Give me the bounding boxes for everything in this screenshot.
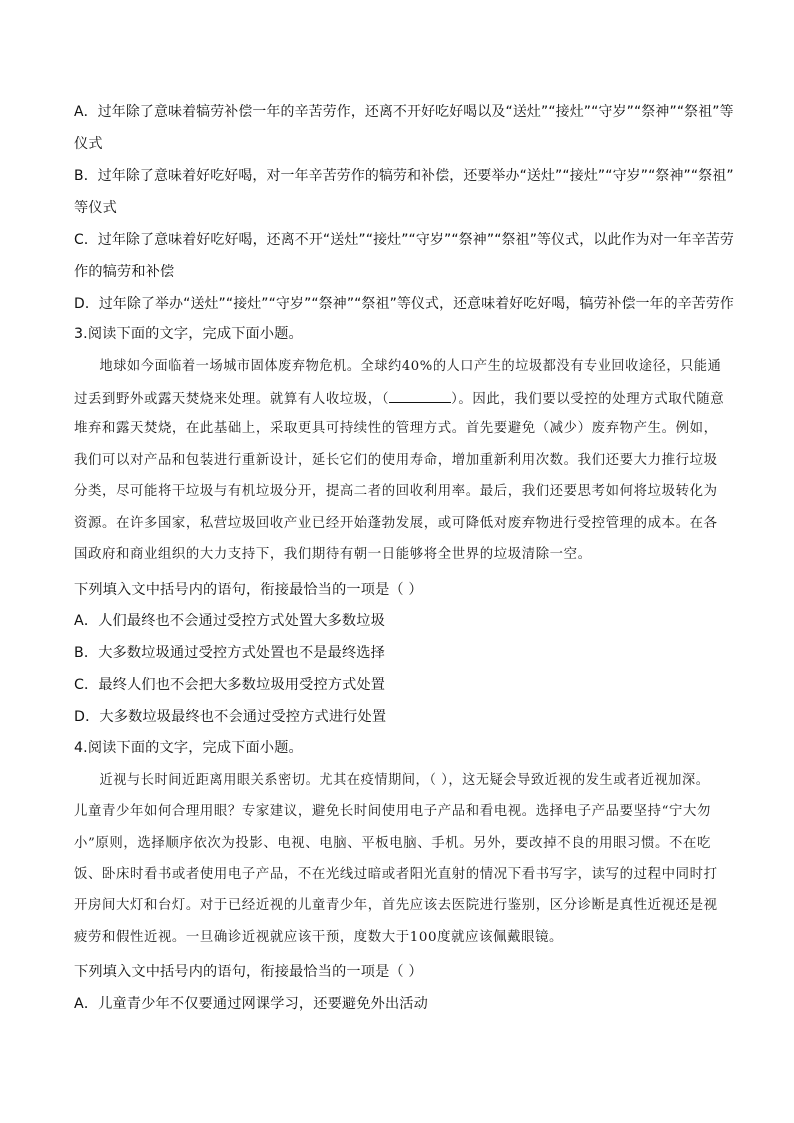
q4-passage-line: 开房间大灯和台灯。对于已经近视的儿童青少年，首先应该去医院进行鉴别，区分诊断是真性近视还是视	[74, 898, 718, 913]
q3-passage-text: ）。因此，我们要以受控的处理方式取代随意	[451, 392, 725, 407]
q3-passage-line: 堆弃和露天焚烧，在此基础上，采取更具可持续性的管理方式。首先要避免（减少）废弃物产生。例如，	[74, 421, 718, 436]
q2-option-c-line1: C．过年除了意味着好吃好喝，还离不开“送灶”“接灶”“守岁”“祭神”“祭祖”等仪式，以此作为对一年辛苦劳	[74, 232, 734, 248]
q3-passage-line: 国政府和商业组织的大力支持下，我们期待有朝一日能够将全世界的垃圾清除一空。	[74, 547, 592, 562]
q4-heading: 4.阅读下面的文字，完成下面小题。	[74, 740, 303, 756]
q3-question: 下列填入文中括号内的语句，衔接最恰当的一项是（ ）	[74, 582, 423, 598]
q3-passage-line: 我们可以对产品和包装进行重新设计，延长它们的使用寿命，增加重新利用次数。我们还要大力推行垃圾	[74, 453, 718, 468]
q4-passage-line: 近视与长时间近距离用眼关系密切。尤其在疫情期间，（ ），这无疑会导致近视的发生或者近视加深。	[99, 773, 710, 788]
fill-in-blank	[389, 388, 451, 403]
q3-option-d: D．大多数垃圾最终也不会通过受控方式进行处置	[74, 709, 387, 725]
q4-passage-line: 儿童青少年如何合理用眼？专家建议，避免长时间使用电子产品和看电视。选择电子产品要坚持“宁大勿	[74, 804, 712, 819]
q3-option-a: A．人们最终也不会通过受控方式处置大多数垃圾	[74, 613, 385, 629]
q4-passage-line: 小”原则，选择顺序依次为投影、电视、电脑、平板电脑、手机。另外，要改掉不良的用眼习惯。不在吃	[74, 836, 712, 851]
q4-passage-line: 饭、卧床时看书或者使用电子产品，不在光线过暗或者阳光直射的情况下看书写字，读写的过程中同时打	[74, 867, 718, 882]
q3-passage-text: 过丢到野外或露天焚烧来处理。就算有人收垃圾，（	[74, 392, 390, 407]
q2-option-a-line1: A．过年除了意味着犒劳补偿一年的辛苦劳作，还离不开好吃好喝以及“送灶”“接灶”“守岁”“祭神”“祭祖”等	[74, 104, 734, 120]
q2-option-a-line2: 仪式	[74, 136, 103, 152]
q3-passage-line: 地球如今面临着一场城市固体废弃物危机。全球约40%的人口产生的垃圾都没有专业回收途径，只能通	[99, 359, 722, 374]
q3-option-b: B．大多数垃圾通过受控方式处置也不是最终选择	[74, 645, 385, 661]
q2-option-d-line1: D．过年除了举办“送灶”“接灶”“守岁”“祭神”“祭祖”等仪式，还意味着好吃好喝，犒劳补偿一年的辛苦劳作	[74, 296, 734, 312]
q2-option-c-line2: 作的犒劳和补偿	[74, 264, 175, 280]
q3-passage-line: 资源。在许多国家，私营垃圾回收产业已经开始蓬勃发展，或可降低对废弃物进行受控管理的成本。在各	[74, 516, 718, 531]
q2-option-b-line2: 等仪式	[74, 200, 118, 216]
q4-passage-line: 疲劳和假性近视。一旦确诊近视就应该干预，度数大于100度就应该佩戴眼镜。	[74, 930, 564, 945]
q4-question: 下列填入文中括号内的语句，衔接最恰当的一项是（ ）	[74, 964, 423, 980]
q3-passage-line: 分类，尽可能将干垃圾与有机垃圾分开，提高二者的回收利用率。最后，我们还要思考如何将垃圾转化为	[74, 484, 718, 499]
q3-option-c: C．最终人们也不会把大多数垃圾用受控方式处置	[74, 677, 386, 693]
q3-passage-line-with-blank	[74, 388, 725, 410]
q3-heading: 3.阅读下面的文字，完成下面小题。	[74, 326, 303, 342]
q2-option-b-line1: B．过年除了意味着好吃好喝，对一年辛苦劳作的犒劳和补偿，还要举办“送灶”“接灶”“守岁”“祭神”“祭祖”	[74, 168, 734, 184]
q4-option-a: A．儿童青少年不仅要通过网课学习，还要避免外出活动	[74, 996, 428, 1012]
